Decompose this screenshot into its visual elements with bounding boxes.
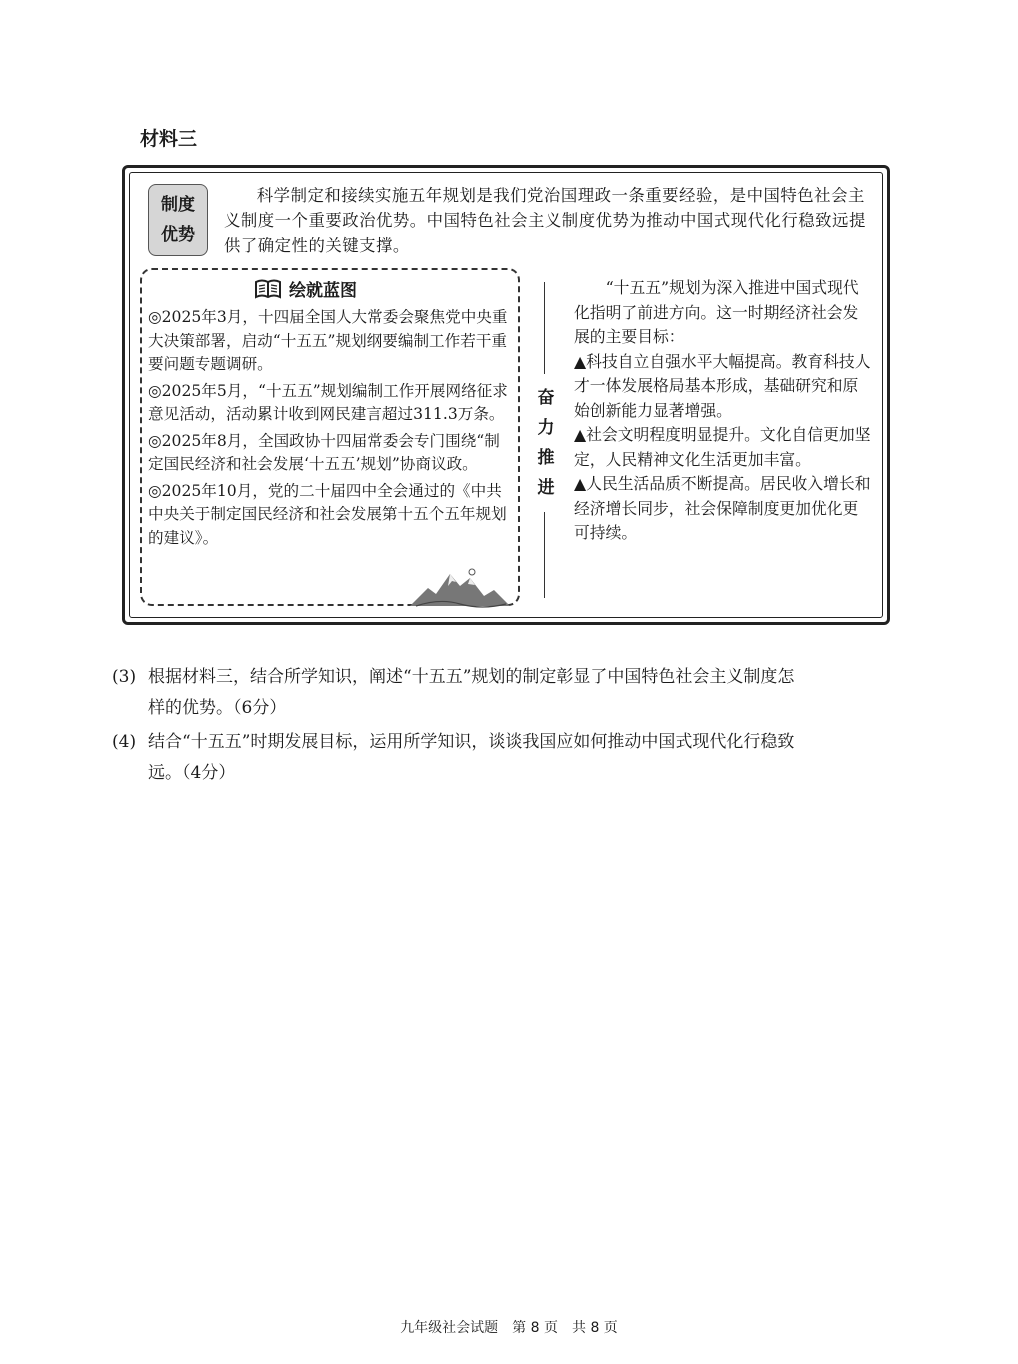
question-text: 根据材料三，结合所学知识，阐述“十五五”规划的制定彰显了中国特色社会主义制度怎 — [148, 667, 795, 687]
goal-item: ▲人民生活品质不断提高。居民收入增长和经济增长同步，社会保障制度更加优化更可持续。 — [574, 474, 871, 542]
event-item: ◎2025年3月，十四届全国人大常委会聚焦党中央重大决策部署，启动“十五五”规划纲要编制工作若干重要问题专题调研。 — [148, 308, 508, 373]
book-icon — [255, 279, 281, 299]
event-item: ◎2025年8月，全国政协十四届常委会专门围绕“制定国民经济和社会发展‘十五五’规划”协商议政。 — [148, 431, 500, 473]
strive-char: 奋 — [537, 388, 555, 408]
strive-char: 推 — [537, 448, 555, 468]
question-text-cont: 远。（4分） — [148, 763, 236, 783]
badge-line-2: 优势 — [161, 225, 195, 245]
divider-top — [544, 282, 545, 374]
question-text-cont: 样的优势。（6分） — [148, 698, 287, 718]
event-item: ◎2025年5月，“十五五”规划编制工作开展网络征求意见活动，活动累计收到网民建言超过311.3万条。 — [148, 381, 508, 423]
question-number: (3) — [112, 667, 137, 687]
mountain-illustration — [410, 566, 510, 610]
strive-char: 进 — [537, 478, 555, 498]
event-list — [148, 306, 512, 553]
goal-item: ▲社会文明程度明显提升。文化自信更加坚定，人民精神文化生活更加丰富。 — [574, 425, 871, 469]
intro-paragraph: 科学制定和接续实施五年规划是我们党治国理政一条重要经验，是中国特色社会主义制度一个重要政治优势。中国特色社会主义制度优势为推动中国式现代化行稳致远提供了确定性的关键支撑。 — [224, 186, 866, 255]
system-advantage-badge — [148, 184, 208, 256]
strive-label — [534, 383, 558, 503]
page-footer: 九年级社会试题 第 8 页 共 8 页 — [400, 1320, 618, 1336]
question-3 — [112, 662, 912, 724]
badge-line-1: 制度 — [161, 195, 195, 215]
strive-char: 力 — [537, 418, 555, 438]
material-heading: 材料三 — [140, 128, 198, 150]
blueprint-title — [255, 276, 357, 301]
goals-column — [574, 276, 874, 546]
goal-item: ▲科技自立自强水平大幅提高。教育科技人才一体发展格局基本形成，基础研究和原始创新能力显著增强。 — [574, 351, 871, 420]
question-4 — [112, 727, 912, 789]
goals-lead: “十五五”规划为深入推进中国式现代化指明了前进方向。这一时期经济社会发展的主要目标： — [574, 278, 859, 346]
question-number: (4) — [112, 732, 137, 752]
blueprint-title-text: 绘就蓝图 — [289, 281, 357, 301]
event-item: ◎2025年10月，党的二十届四中全会通过的《中共中央关于制定国民经济和社会发展第十五个五年规划的建议》。 — [148, 481, 507, 547]
divider-bottom — [544, 512, 545, 598]
question-text: 结合“十五五”时期发展目标，运用所学知识，谈谈我国应如何推动中国式现代化行稳致 — [148, 732, 795, 752]
